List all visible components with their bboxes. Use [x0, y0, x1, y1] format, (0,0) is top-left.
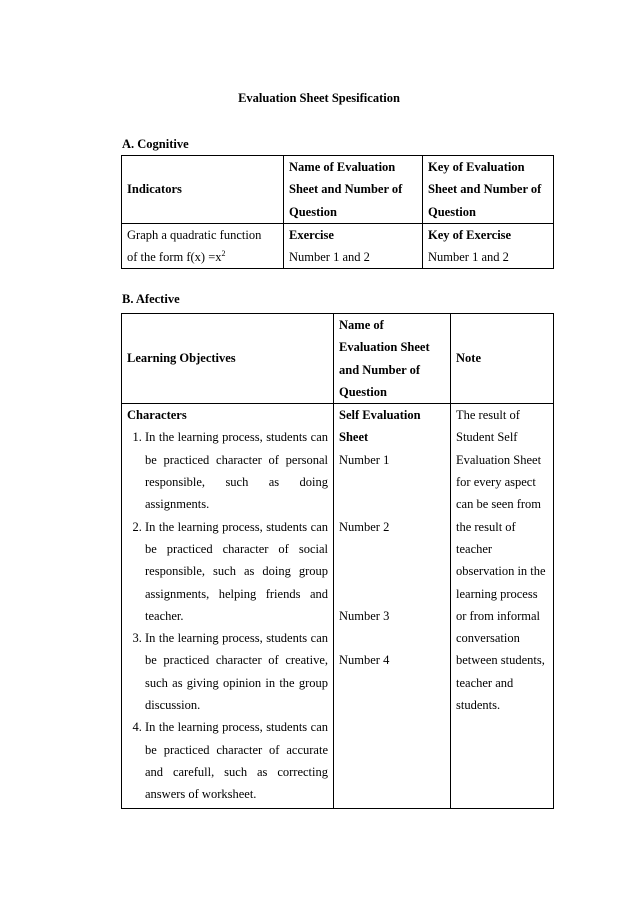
cognitive-data-row: [122, 223, 554, 269]
afective-data-row: [122, 404, 554, 808]
header-key-sheet: Key of Evaluation Sheet and Number of Question: [423, 156, 554, 224]
afective-table: [121, 313, 554, 809]
exercise-number: Number 1 and 2: [289, 250, 370, 265]
key-label: Key of Exercise: [428, 227, 512, 242]
key-number: Number 1 and 2: [428, 250, 509, 265]
cognitive-table: [121, 155, 554, 269]
header-indicators: Indicators: [122, 156, 284, 224]
self-eval-label: Self Evaluation Sheet: [339, 408, 421, 445]
objectives-list: [127, 426, 328, 805]
exercise-cell: [284, 223, 423, 269]
objective-item: 3. In the learning process, students can be practiced character of creative, such as giving opinion in the group discussion.: [145, 627, 328, 716]
characters-label: Characters: [127, 408, 187, 423]
note-cell: The result of Student Self Evaluation Sheet for every aspect can be seen from the result of teacher observation in the learning process or from informal conversation between students, teacher and students.: [451, 404, 554, 808]
exercise-label: Exercise: [289, 227, 334, 242]
indicator-line-2: [127, 246, 278, 268]
section-a-heading: A. Cognitive: [122, 137, 189, 151]
header-name-sheet: Name of Evaluation Sheet and Number of Question: [284, 156, 423, 224]
page-title: Evaluation Sheet Spesification: [238, 91, 400, 105]
section-b-heading: B. Afective: [122, 292, 180, 306]
number-item: Number 2: [339, 519, 390, 534]
objective-item: 4. In the learning process, students can be practiced character of accurate and carefull, such as correcting answers of worksheet.: [145, 716, 328, 805]
self-eval-cell: [334, 404, 451, 808]
indicator-line-1: Graph a quadratic function: [127, 227, 262, 242]
header-note: Note: [451, 314, 554, 404]
objectives-cell: [122, 404, 334, 808]
header-name-sheet-b: Name of Evaluation Sheet and Number of Question: [334, 314, 451, 404]
objective-item: 2. In the learning process, students can be practiced character of social responsible, such as doing group assignments, helping friends and teacher.: [145, 516, 328, 627]
number-item: Number 3: [339, 608, 390, 623]
objective-item: 1. In the learning process, students can be practiced character of personal responsible, such as doing assignments.: [145, 426, 328, 515]
indicator-exponent: 2: [221, 249, 226, 259]
number-item: Number 1: [339, 452, 390, 467]
key-cell: [423, 223, 554, 269]
indicator-formula: of the form f(x) =x: [127, 250, 222, 265]
cognitive-header-row: [122, 156, 554, 224]
header-objectives: Learning Objectives: [122, 314, 334, 404]
indicator-cell: [122, 223, 284, 269]
afective-header-row: [122, 314, 554, 404]
number-item: Number 4: [339, 653, 390, 668]
